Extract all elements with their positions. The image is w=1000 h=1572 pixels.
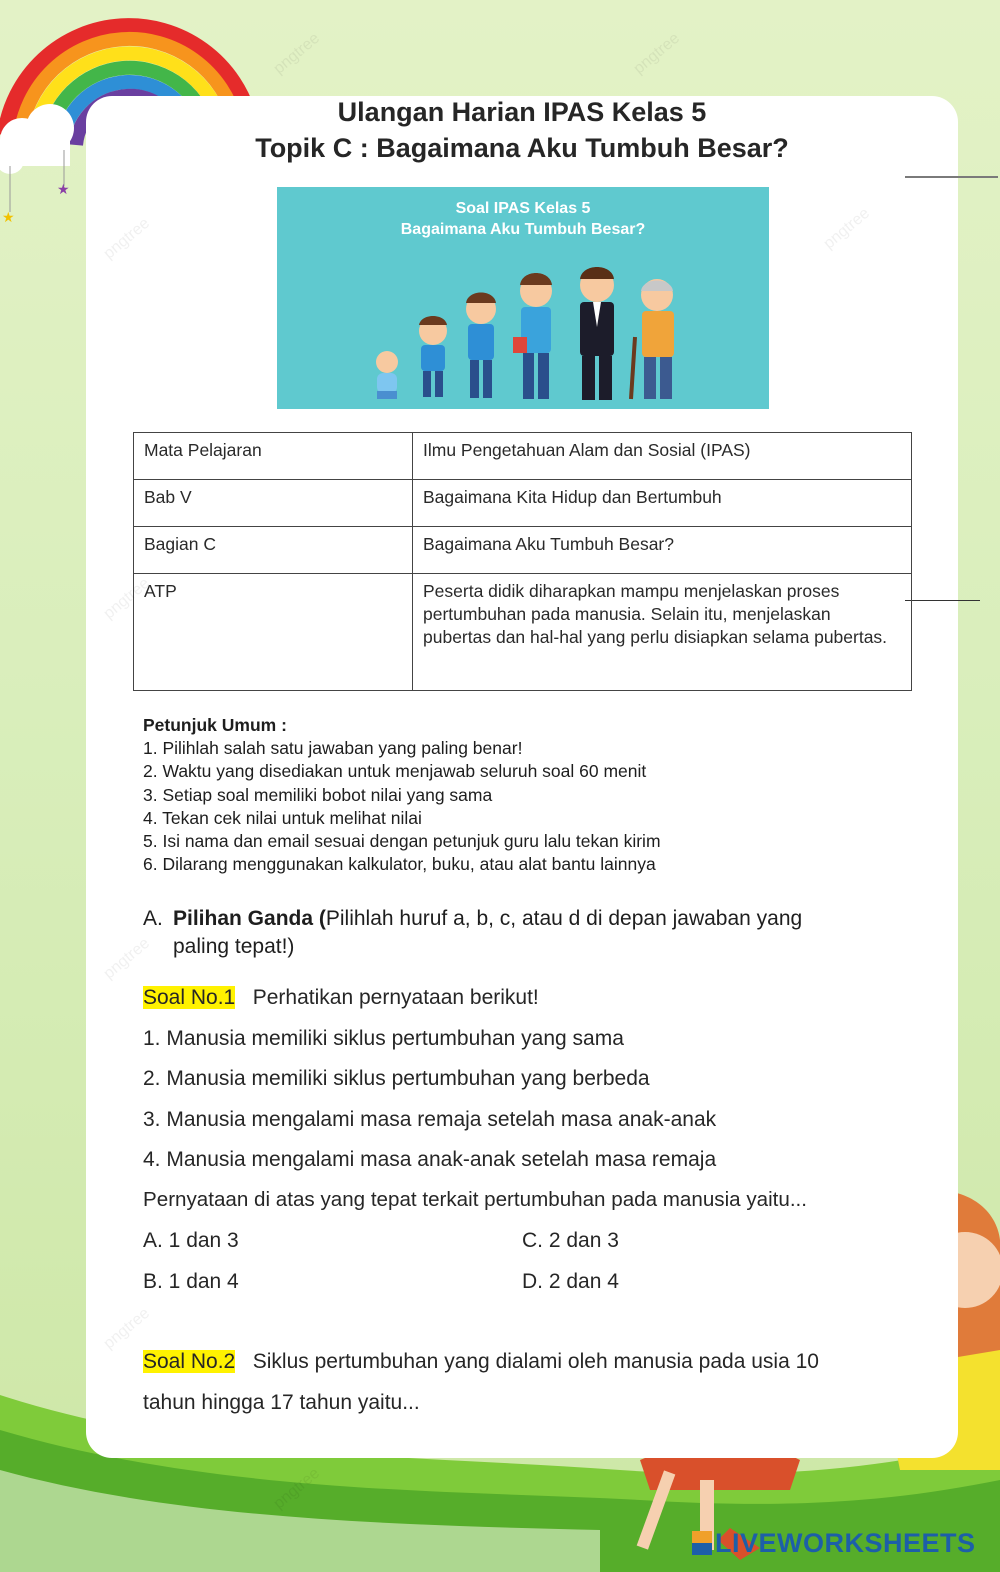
table-cell-value: Peserta didik diharapkan mampu menjelaskan proses pertumbuhan pada manusia. Selain itu, menjelaskan pubertas dan hal-hal yang perlu disiapkan selama pubertas. bbox=[413, 574, 912, 691]
question-1-prompt bbox=[143, 986, 539, 1010]
table-cell-label: Mata Pelajaran bbox=[134, 433, 413, 480]
table-cell-label: ATP bbox=[134, 574, 413, 691]
teen-figure-icon bbox=[513, 273, 552, 399]
table-cell-value: Ilmu Pengetahuan Alam dan Sosial (IPAS) bbox=[413, 433, 912, 480]
svg-text:★: ★ bbox=[57, 181, 70, 197]
watermark-text: pngtree bbox=[270, 29, 324, 78]
divider-line bbox=[905, 176, 998, 178]
instructions-heading: Petunjuk Umum : bbox=[143, 715, 287, 735]
child-figure-icon bbox=[419, 316, 447, 397]
question-2-label: Soal No.2 bbox=[143, 1350, 236, 1373]
question-1-stem: Pernyataan di atas yang tepat terkait pertumbuhan pada manusia yaitu... bbox=[143, 1188, 807, 1211]
instruction-item: 5. Isi nama dan email sesuai dengan petunjuk guru lalu tekan kirim bbox=[143, 831, 661, 852]
question-1-label: Soal No.1 bbox=[143, 986, 236, 1009]
table-cell-value: Bagaimana Kita Hidup dan Bertumbuh bbox=[413, 480, 912, 527]
logo-text: LIVEWORKSHEETS bbox=[715, 1528, 976, 1558]
question-1-text: Perhatikan pernyataan berikut! bbox=[252, 986, 539, 1009]
instruction-item: 3. Setiap soal memiliki bobot nilai yang sama bbox=[143, 784, 493, 805]
page-subtitle: Topik C : Bagaimana Aku Tumbuh Besar? bbox=[255, 133, 789, 163]
statement-item: 2. Manusia memiliki siklus pertumbuhan yang berbeda bbox=[143, 1067, 650, 1090]
topic-banner bbox=[277, 187, 769, 409]
subject-info-table bbox=[133, 432, 912, 691]
question-2-text-cont: tahun hingga 17 tahun yaitu... bbox=[143, 1391, 420, 1414]
growth-stages-illustration bbox=[277, 187, 769, 409]
instruction-item: 6. Dilarang menggunakan kalkulator, buku, atau alat bantu lainnya bbox=[143, 854, 656, 875]
instruction-item: 4. Tekan cek nilai untuk melihat nilai bbox=[143, 807, 422, 828]
adult-figure-icon bbox=[580, 267, 614, 400]
table-cell-value: Bagaimana Aku Tumbuh Besar? bbox=[413, 527, 912, 574]
general-instructions bbox=[143, 714, 903, 876]
statement-item: 4. Manusia mengalami masa anak-anak setelah masa remaja bbox=[143, 1148, 717, 1171]
section-instruction-cont: paling tepat!) bbox=[173, 935, 295, 958]
page-title: Ulangan Harian IPAS Kelas 5 bbox=[337, 97, 707, 127]
logo-mark-icon bbox=[692, 1531, 712, 1555]
table-cell-label: Bab V bbox=[134, 480, 413, 527]
elderly-figure-icon bbox=[631, 279, 674, 399]
answer-option-c[interactable]: C. 2 dan 3 bbox=[522, 1229, 619, 1252]
answer-option-b[interactable]: B. 1 dan 4 bbox=[143, 1270, 239, 1293]
table-row bbox=[134, 527, 912, 574]
section-instruction: Pilihlah huruf a, b, c, atau d di depan jawaban yang bbox=[325, 907, 803, 930]
table-cell-label: Bagian C bbox=[134, 527, 413, 574]
section-a-heading bbox=[143, 905, 903, 961]
question-2-text: Siklus pertumbuhan yang dialami oleh manusia pada usia 10 bbox=[252, 1350, 819, 1373]
liveworksheets-logo[interactable] bbox=[692, 1528, 976, 1559]
instruction-item: 1. Pilihlah salah satu jawaban yang paling benar! bbox=[143, 738, 523, 759]
statement-item: 3. Manusia mengalami masa remaja setelah masa anak-anak bbox=[143, 1108, 717, 1131]
table-row bbox=[134, 574, 912, 691]
answer-option-d[interactable]: D. 2 dan 4 bbox=[522, 1270, 619, 1293]
kid-figure-icon bbox=[466, 293, 496, 399]
banner-title: Soal IPAS Kelas 5 bbox=[455, 200, 591, 217]
table-row bbox=[134, 480, 912, 527]
answer-option-a[interactable]: A. 1 dan 3 bbox=[143, 1229, 239, 1252]
watermark-text: pngtree bbox=[630, 29, 684, 78]
divider-line bbox=[905, 600, 980, 601]
section-title: Pilihan Ganda ( bbox=[173, 907, 326, 930]
question-2-prompt bbox=[143, 1350, 819, 1374]
statement-item: 1. Manusia memiliki siklus pertumbuhan yang sama bbox=[143, 1027, 624, 1050]
baby-figure-icon bbox=[376, 351, 398, 399]
section-label: A. bbox=[143, 907, 163, 930]
svg-text:★: ★ bbox=[2, 209, 15, 225]
table-row bbox=[134, 433, 912, 480]
banner-subtitle: Bagaimana Aku Tumbuh Besar? bbox=[400, 221, 646, 238]
instruction-item: 2. Waktu yang disediakan untuk menjawab seluruh soal 60 menit bbox=[143, 761, 647, 782]
